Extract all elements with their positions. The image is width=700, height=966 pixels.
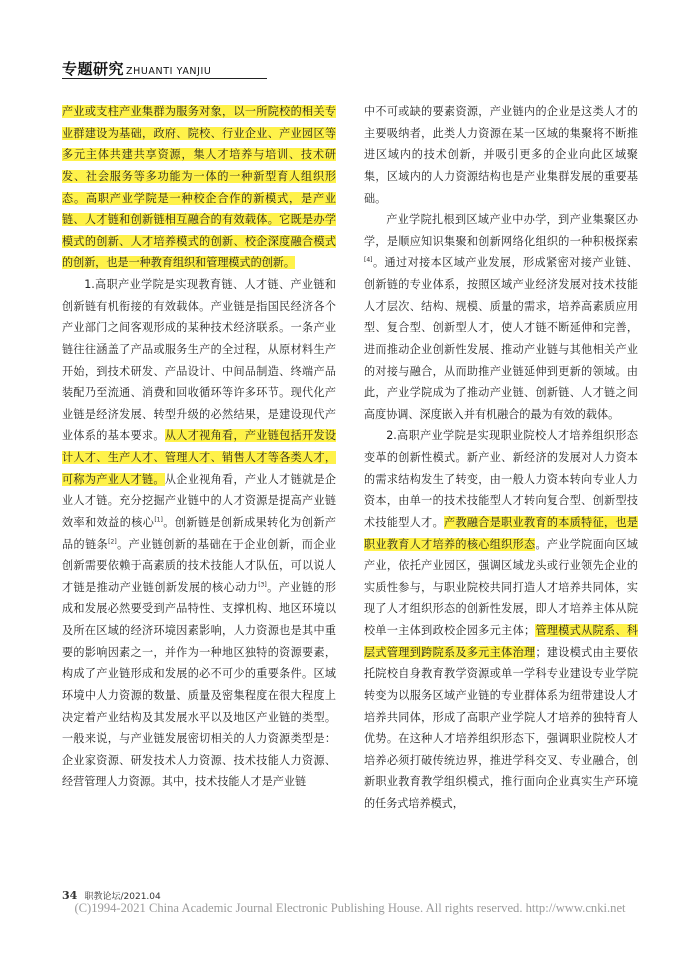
journal-issue: 职教论坛/2021.04	[84, 892, 161, 902]
citation-ref: [1]	[154, 516, 163, 524]
text-run: 2.高职产业学院是实现职业院校人才培养组织形态变革的创新性模式。新产业、新经济的发展对人力资本的需求结构发生了转变，由一般人力资本转向专业人力资本，由单一的技术技能型人才转向复合型、创新型技术技能型人才。	[364, 429, 638, 529]
section-header	[62, 58, 267, 79]
text-run: 。产业学院面向区域产业，依托产业园区，强调区域龙头或行业领先企业的实质性参与，与职业院校共同打造人才培养共同体，实现了人才组织形态的创新性发展，即人才培养主体从院校单一主体到政校企园多元主体；	[364, 537, 638, 637]
text-run: 中不可或缺的要素资源，产业链内的企业是这类人才的主要吸纳者，此类人力资源在某一区域的集聚将不断推进区域内的技术创新，并吸引更多的企业向此区域聚集，区域内的人力资源结构也是产业集群发展的重要基础。	[364, 105, 638, 205]
citation-ref: [2]	[108, 537, 117, 545]
text-run: 产业学院扎根到区域产业中办学，到产业集聚区办学，是顺应知识集聚和创新网络化组织的一种积极探索	[364, 213, 638, 248]
left-paragraph-2	[62, 274, 336, 793]
section-title-pinyin: ZHUANTI YANJIU	[126, 66, 212, 77]
text-run: 。通过对接本区域产业发展，形成紧密对接产业链、创新链的专业体系，按照区域产业经济发展对技术技能人才层次、结构、规模、质量的需求，培养高素质应用型、复合型、创新型人才，使人才链不断延伸和完善，进而推动企业创新性发展、推动产业链与其他相关产业的对接与融合，从而助推产业链延伸到更新的领域。由此，产业学院成为了推动产业链、创新链、人才链之间高度协调、深度嵌入并有机融合的最为有效的载体。	[364, 256, 638, 421]
header-rule	[62, 78, 267, 79]
highlighted-text: 管理模式从院系、科层式管理到跨院系及多元主体治理	[364, 624, 638, 659]
right-column	[364, 101, 638, 815]
page-number: 34	[62, 889, 78, 902]
section-title-cn: 专题研究	[62, 60, 125, 78]
highlighted-text: 产业或支柱产业集群为服务对象，以一所院校的相关专业群建设为基础，政府、院校、行业企业、产业园区等多元主体共建共享资源，集人才培养与培训、技术研发、社会服务等多功能为一体的一种新型育人组织形态。高职产业学院是一种校企合作的新模式，是产业链、人才链和创新链相互融合的有效载体。它既是办学模式的创新、人才培养模式的创新、校企深度融合模式的创新，也是一种教育组织和管理模式的创新。	[62, 105, 336, 270]
right-paragraph-3	[364, 425, 638, 814]
text-run: 1.高职产业学院是实现教育链、人才链、产业链和创新链有机衔接的有效载体。产业链是指国民经济各个产业部门之间客观形成的某种技术经济联系。一条产业链往往涵盖了产品或服务生产的全过程，从原材料生产开始，到技术研发、产品设计、中间品制造、终端产品装配乃至流通、消费和回收循环等许多环节。现代化产业链是经济发展、转型升级的必然结果，是建设现代产业体系的基本要求。	[62, 278, 336, 443]
copyright-notice: (C)1994-2021 China Academic Journal Electronic Publishing House. All rights reserved. http://www.cnki.net	[74, 901, 626, 915]
text-run: 。产业链的形成和发展必然要受到产品特性、支撑机构、地区环境以及所在区域的经济环境因素影响，人力资源也是其中重要的影响因素之一，并作为一种地区独特的资源要素，构成了产业链形成和发展的必不可少的重要条件。区域环境中人力资源的数量、质量及密集程度在很大程度上决定着产业结构及其发展水平以及地区产业链的类型。一般来说，与产业链发展密切相关的人力资源类型是：企业家资源、研发技术人力资源、技术技能人力资源、经营管理人力资源。其中，技术技能人才是产业链	[62, 580, 336, 789]
right-paragraph-2	[364, 209, 638, 425]
right-paragraph-1	[364, 101, 638, 209]
text-run: 。产业链创新的基础在于企业创新，而企业创新需要依赖于高素质的技术技能人才队伍，可以说人才链是推动产业链创新发展的核心动力	[62, 537, 336, 594]
left-paragraph-1	[62, 101, 336, 274]
text-run: ；建设模式由主要依托院校自身教育教学资源或单一学科专业建设专业学院转变为以服务区域产业链的专业群体系为纽带建设人才培养共同体，形成了高职产业学院人才培养的独特育人优势。在这种人才培养组织形态下，强调职业院校人才培养必须打破传统边界，推进学科交叉、专业融合，创新职业教育教学组织模式，推行面向企业真实生产环境的任务式培养模式，	[364, 645, 638, 810]
highlighted-text: 产教融合是职业教育的本质特征，也是职业教育人才培养的核心组织形态	[364, 515, 638, 551]
text-run: 从企业视角看，产业人才链就是企业人才链。充分挖掘产业链中的人才资源是提高产业链效率和效益的核心	[62, 472, 336, 529]
text-run: 。创新链是创新成果转化为创新产品的链条	[62, 515, 336, 551]
highlighted-text: 从人才视角看，产业链包括开发设计人才、生产人才、管理人才、销售人才等各类人才，可称为产业人才链。	[62, 429, 336, 486]
citation-ref: [3]	[258, 581, 267, 589]
left-column	[62, 101, 336, 793]
section-title	[62, 58, 267, 79]
citation-ref: [4]	[364, 256, 373, 264]
